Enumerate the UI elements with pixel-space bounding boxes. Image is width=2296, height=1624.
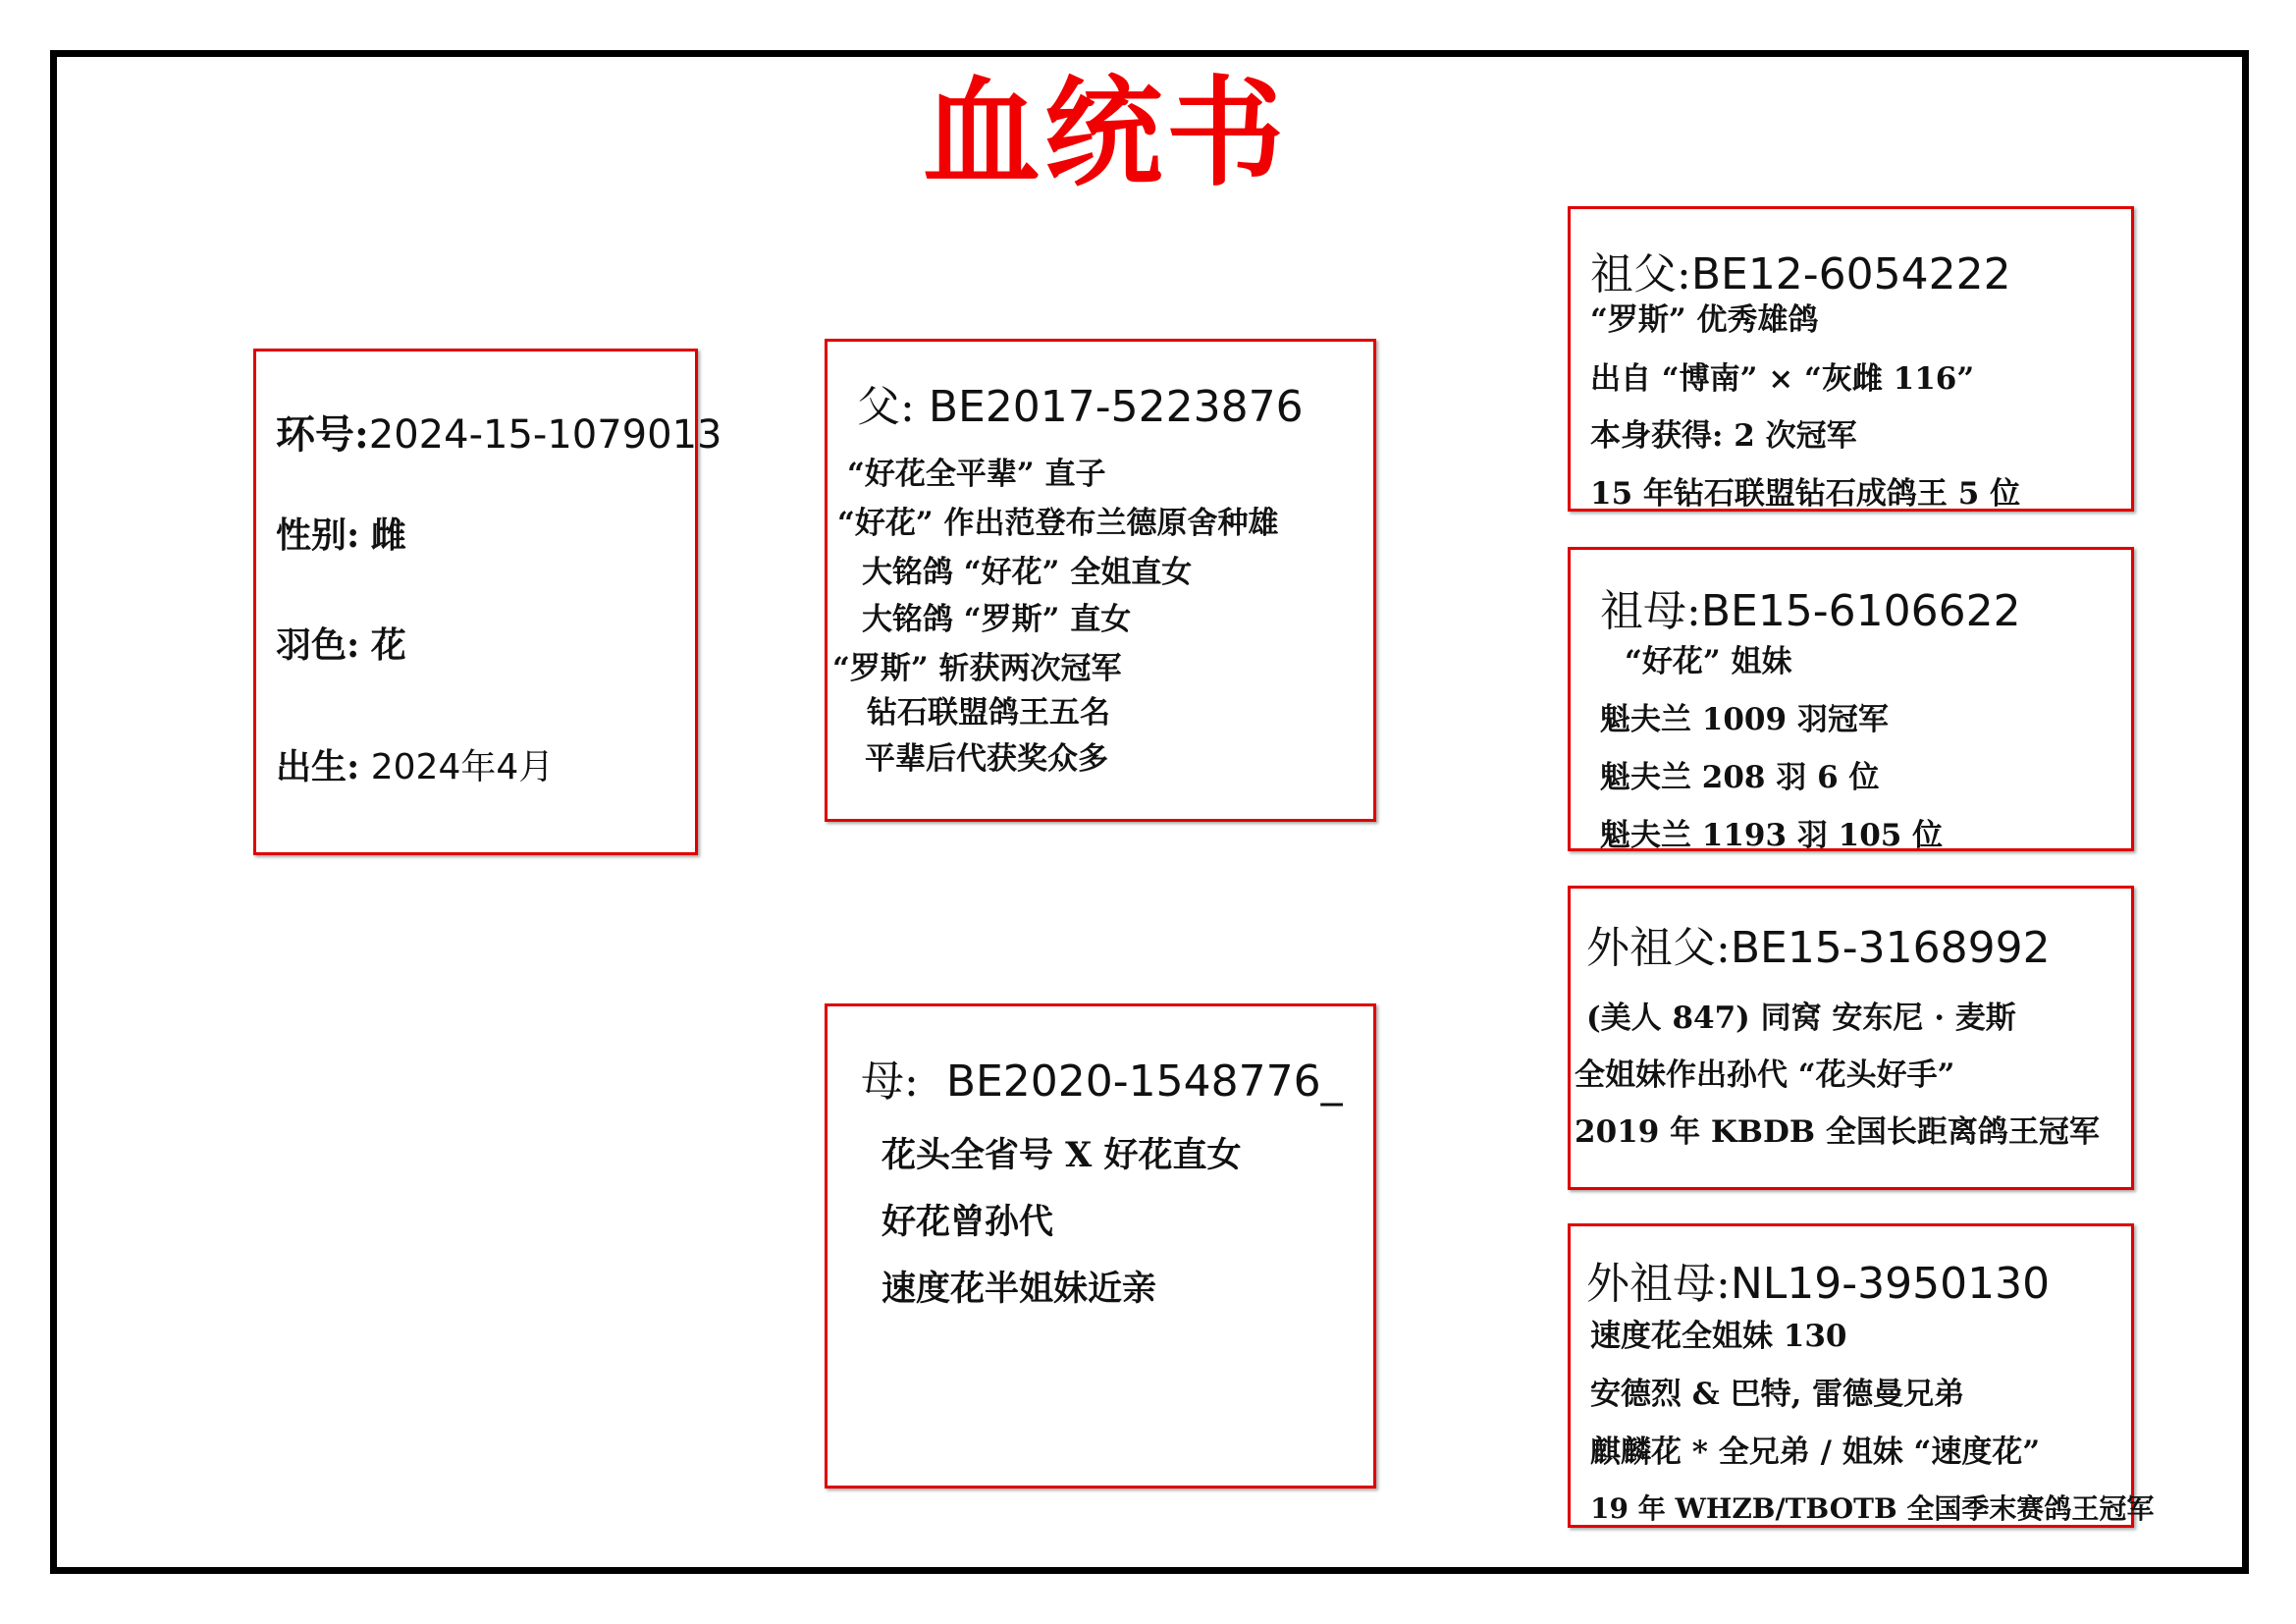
mother-label: 母:	[861, 1056, 919, 1107]
paternal-grandfather-header	[1590, 248, 2011, 301]
paternal-grandmother-line: 魁夫兰 1009 羽冠军	[1600, 702, 1889, 737]
maternal-grandfather-line: 全姐妹作出孙代 “花头好手”	[1575, 1057, 1955, 1093]
father-ring: BE2017-5223876	[928, 382, 1304, 432]
bird-info-card	[253, 349, 722, 855]
maternal-grandmother-label: 外祖母:	[1586, 1259, 1731, 1309]
father-line: 大铭鸽 “好花” 全姐直女	[862, 555, 1193, 590]
ring-number-row	[276, 408, 721, 461]
maternal-grandfather-line: 2019 年 KBDB 全国长距离鸽王冠军	[1575, 1114, 2100, 1150]
maternal-grandfather-card	[1568, 886, 2134, 1190]
page-title: 血统书	[923, 66, 1288, 202]
paternal-grandmother-line: 魁夫兰 208 羽 6 位	[1600, 760, 1880, 795]
maternal-grandfather-ring: BE15-3168992	[1730, 923, 2051, 973]
father-card	[825, 339, 1376, 822]
paternal-grandmother-label: 祖母:	[1600, 586, 1701, 636]
paternal-grandfather-line: 出自 “博南” × “灰雌 116”	[1590, 361, 1975, 397]
paternal-grandmother-header	[1600, 585, 2021, 638]
paternal-grandmother-card	[1568, 547, 2134, 851]
maternal-grandmother-card	[1568, 1223, 2155, 1528]
father-header	[857, 381, 1304, 434]
sex-label: 性别:	[276, 514, 360, 556]
mother-ring: BE2020-1548776_	[945, 1056, 1343, 1107]
mother-line: 速度花半姐妹近亲	[881, 1269, 1157, 1309]
mother-card	[825, 1003, 1376, 1489]
father-line: “好花全平辈” 直子	[847, 457, 1106, 492]
mother-header	[861, 1056, 1343, 1109]
mother-line: 花头全省号 X 好花直女	[881, 1135, 1242, 1175]
paternal-grandfather-line: 15 年钻石联盟钻石成鸽王 5 位	[1590, 476, 2021, 512]
ring-number-label: 环号:	[276, 411, 369, 458]
father-line: 钻石联盟鸽王五名	[867, 695, 1110, 731]
maternal-grandfather-header	[1586, 922, 2051, 975]
father-line: “好花” 作出范登布兰德原舍种雄	[837, 506, 1279, 541]
maternal-grandmother-line: 安德烈 & 巴特, 雷德曼兄弟	[1590, 1377, 1965, 1412]
paternal-grandfather-line: “罗斯” 优秀雄鸽	[1590, 302, 1819, 338]
maternal-grandmother-header	[1586, 1258, 2050, 1311]
paternal-grandfather-line: 本身获得: 2 次冠军	[1590, 418, 1857, 454]
maternal-grandmother-line: 麒麟花 * 全兄弟 / 姐妹 “速度花”	[1590, 1435, 2041, 1470]
father-line: 平辈后代获奖众多	[865, 741, 1108, 777]
maternal-grandmother-ring: NL19-3950130	[1730, 1259, 2051, 1309]
paternal-grandfather-label: 祖父:	[1590, 249, 1691, 299]
ring-number-value: 2024-15-1079013	[368, 412, 722, 458]
father-label: 父:	[857, 382, 915, 432]
father-line: 大铭鸽 “罗斯” 直女	[862, 602, 1132, 637]
paternal-grandmother-line: “好花” 姐妹	[1625, 644, 1792, 679]
maternal-grandmother-line: 速度花全姐妹 130	[1590, 1319, 1847, 1354]
father-line: “罗斯” 斩获两次冠军	[832, 651, 1122, 686]
feather-color-label: 羽色:	[276, 624, 360, 666]
paternal-grandfather-ring: BE12-6054222	[1690, 249, 2011, 299]
sex-row	[276, 509, 406, 563]
birth-row	[276, 740, 554, 794]
paternal-grandfather-card	[1568, 206, 2134, 512]
maternal-grandfather-label: 外祖父:	[1586, 923, 1731, 973]
color-row	[276, 619, 406, 673]
birth-value: 2024年4月	[370, 747, 555, 787]
paternal-grandmother-line: 魁夫兰 1193 羽 105 位	[1600, 818, 1944, 853]
feather-color-value: 花	[370, 624, 406, 666]
sex-value: 雌	[370, 514, 406, 556]
maternal-grandmother-line: 19 年 WHZB/TBOTB 全国季末赛鸽王冠军	[1590, 1492, 2155, 1525]
mother-line: 好花曾孙代	[881, 1202, 1054, 1242]
paternal-grandmother-ring: BE15-6106622	[1700, 586, 2021, 636]
birth-label: 出生:	[276, 746, 360, 787]
maternal-grandfather-line: (美人 847) 同窝 安东尼 · 麦斯	[1586, 1001, 2016, 1036]
